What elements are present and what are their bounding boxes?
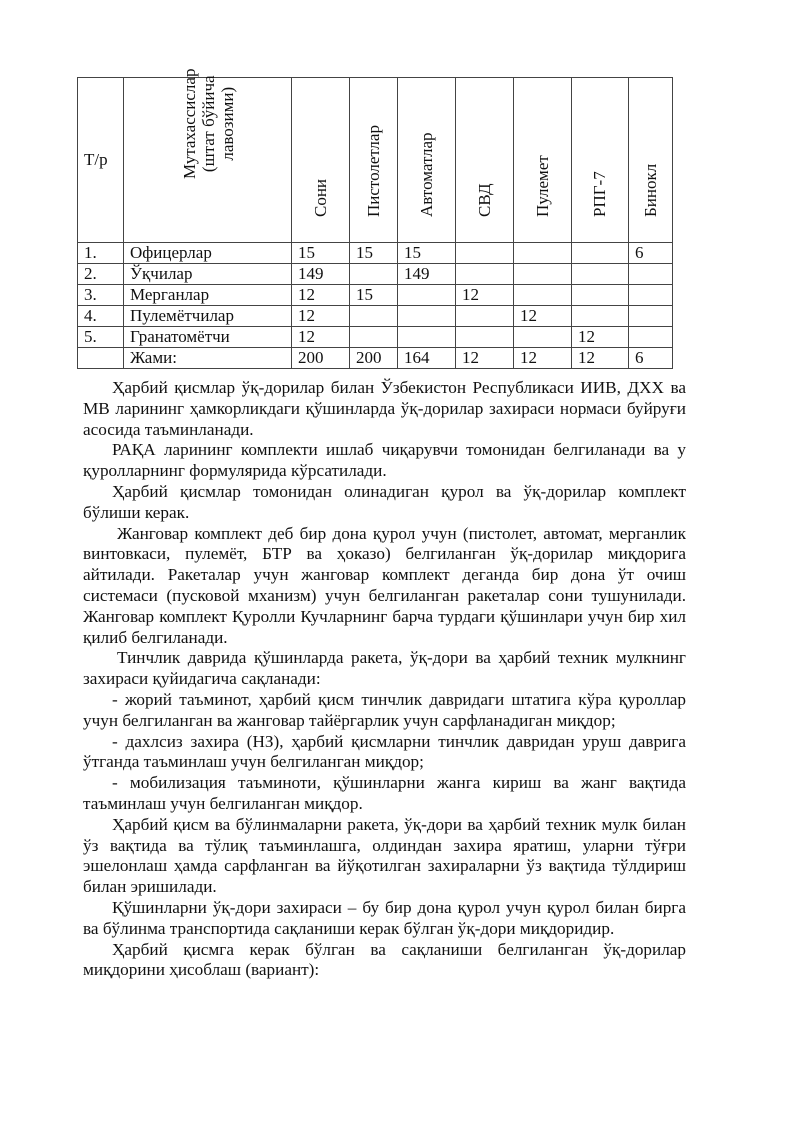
header-cell: [292, 78, 350, 243]
table-cell: [514, 264, 572, 285]
table-cell: 149: [398, 264, 456, 285]
list-item: - жорий таъминот, ҳарбий қисм тинчлик давридаги штатига кўра қуроллар учун белгиланган ва жанговар тайёргарлик учун сарфланадиган миқдор;: [83, 689, 686, 730]
header-label: Пулемет: [532, 155, 552, 217]
list-item: - мобилизация таъминоти, қўшинларни жанга кириш ва жанг вақтида таъминлаш учун белгиланган миқдор.: [83, 773, 686, 813]
table-cell: 12: [572, 348, 629, 369]
table-cell: 6: [629, 348, 673, 369]
table-cell: [572, 285, 629, 306]
table-cell: 12: [292, 306, 350, 327]
paragraph: Ҳарбий қисмга керак бўлган ва сақланиши белгиланган ўқ-дорилар миқдорини ҳисоблаш (вариант):: [83, 939, 686, 980]
header-label: Сони: [310, 178, 330, 217]
table-cell: 3.: [78, 285, 124, 306]
header-label: Бинокл: [640, 163, 660, 217]
table-cell: [514, 243, 572, 264]
list-item: - дахлсиз захира (НЗ), ҳарбий қисмларни тинчлик давридан уруш даврига ўтганда таъминлаш учун белгиланган миқдор;: [83, 731, 686, 772]
table-cell: [350, 264, 398, 285]
paragraph: Ҳарбий қисм ва бўлинмаларни ракета, ўқ-дори ва ҳарбий техник мулк билан ўз вақтида ва тўлиқ таъминлашга, олдиндан захира яратиш, уларни тўғри эшелонлаш ҳамда сарфланган ва йўқотилган захираларни ўз вақтида тўлдириш билан эришилади.: [83, 814, 686, 897]
weapons-allocation-table: [77, 68, 673, 369]
table-cell: 200: [292, 348, 350, 369]
table-cell: 4.: [78, 306, 124, 327]
table-cell: 12: [456, 285, 514, 306]
header-cell: [456, 78, 514, 243]
table-cell: 15: [350, 285, 398, 306]
header-label: Пистолетлар: [363, 125, 383, 217]
table-cell: 12: [572, 327, 629, 348]
table-cell: 149: [292, 264, 350, 285]
header-label: СВД: [474, 183, 494, 217]
header-cell: [398, 78, 456, 243]
table-cell: 12: [456, 348, 514, 369]
table-cell: 15: [292, 243, 350, 264]
table-cell: [456, 243, 514, 264]
table-row: [78, 306, 673, 327]
table-cell: [398, 327, 456, 348]
header-label: Автоматлар: [416, 132, 436, 217]
table-cell: 200: [350, 348, 398, 369]
paragraph: Тинчлик даврида қўшинларда ракета, ўқ-дори ва ҳарбий техник мулкнинг захираси қуйидагича сақланади:: [83, 648, 686, 689]
table-cell: [456, 264, 514, 285]
body-text: [83, 378, 686, 981]
table-cell: [572, 243, 629, 264]
table-total-row: [78, 348, 673, 369]
table-cell: [629, 327, 673, 348]
table-cell: 5.: [78, 327, 124, 348]
table-cell: 12: [292, 285, 350, 306]
table-row: [78, 285, 673, 306]
table-cell: Пулемётчилар: [124, 306, 292, 327]
table-cell: Офицерлар: [124, 243, 292, 264]
table-cell: 1.: [78, 243, 124, 264]
table-cell: [572, 306, 629, 327]
header-cell: [514, 78, 572, 243]
table-cell: [456, 306, 514, 327]
header-label: РПГ-7: [590, 171, 609, 217]
header-cell: [572, 78, 629, 243]
table-cell: [629, 264, 673, 285]
table-cell: [572, 264, 629, 285]
header-cell: [124, 68, 292, 243]
table-cell: 164: [398, 348, 456, 369]
table-cell: [398, 306, 456, 327]
table-row: [78, 243, 673, 264]
table-cell: [456, 327, 514, 348]
table-cell: [78, 348, 124, 369]
table-cell: Жами:: [124, 348, 292, 369]
table-cell: Мерганлар: [124, 285, 292, 306]
table-header-row: [78, 78, 673, 243]
table-cell: Гранатомётчи: [124, 327, 292, 348]
paragraph: Қўшинларни ўқ-дори захираси – бу бир дона қурол учун қурол билан бирга ва бўлинма транспортида сақланиши керак бўлган ўқ-дори миқдоридир.: [83, 897, 686, 938]
header-cell: Т/р: [78, 78, 124, 243]
table-cell: Ўқчилар: [124, 264, 292, 285]
table-cell: [629, 306, 673, 327]
header-label: Мутахассислар (штат бўйича лавозими): [179, 68, 237, 179]
table-row: [78, 327, 673, 348]
table-cell: [514, 327, 572, 348]
table-cell: [350, 306, 398, 327]
table-cell: 15: [350, 243, 398, 264]
table-cell: [629, 285, 673, 306]
table-cell: [350, 327, 398, 348]
table-cell: 6: [629, 243, 673, 264]
header-cell: [629, 78, 673, 243]
paragraph: Ҳарбий қисмлар ўқ-дорилар билан Ўзбекистон Республикаси ИИВ, ДХХ ва МВ ларининг ҳамкорликдаги қўшинларда ўқ-дорилар захираси нормаси буйруғи асосида таъминланади.: [83, 378, 686, 439]
table-cell: 12: [514, 306, 572, 327]
table-cell: 12: [514, 348, 572, 369]
paragraph: Жанговар комплект деб бир дона қурол учун (пистолет, автомат, мерганлик винтовкаси, пулемёт, БТР ва ҳоказо) белгиланган ўқ-дорилар миқдорига айтилади. Ракеталар учун жанговар комплект деганда бир дона ўт очиш системаси (пусковой мханизм) учун белгиланган ракеталар сони тушунилади. Жанговар комплект Қуролли Кучларнинг барча турдаги қўшинлари учун бир хил қилиб белгиланади.: [83, 523, 686, 647]
table-cell: [398, 285, 456, 306]
header-cell: [350, 78, 398, 243]
table-row: [78, 264, 673, 285]
table-cell: 12: [292, 327, 350, 348]
table-cell: 15: [398, 243, 456, 264]
paragraph: РАҚА ларининг комплекти ишлаб чиқарувчи томонидан белгиланади ва у қуролларнинг формулярида кўрсатилади.: [83, 440, 686, 481]
table-cell: 2.: [78, 264, 124, 285]
table-cell: [514, 285, 572, 306]
paragraph: Ҳарбий қисмлар томонидан олинадиган қурол ва ўқ-дорилар комплект бўлиши керак.: [83, 481, 686, 522]
